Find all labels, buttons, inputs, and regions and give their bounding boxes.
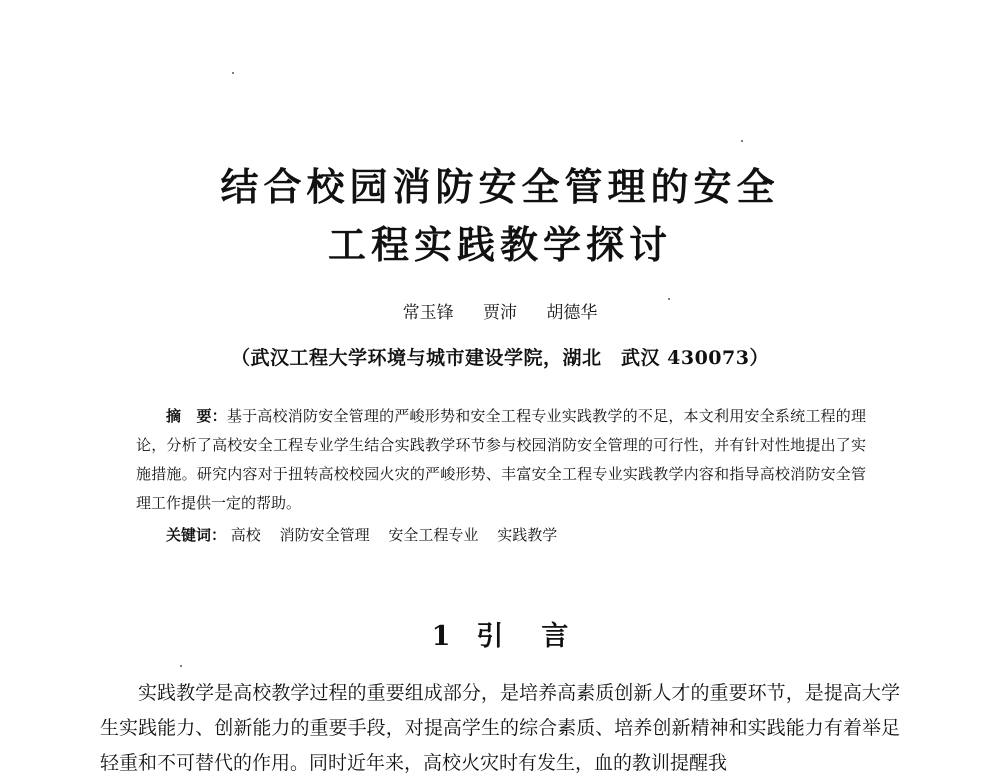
keywords [166, 524, 866, 545]
author-name: 常玉锋 [402, 303, 454, 323]
section-number: 1 [431, 621, 451, 652]
scan-speck [232, 72, 234, 74]
abstract-text: 基于高校消防安全管理的严峻形势和安全工程专业实践教学的不足，本文利用安全系统工程的理论，分析了高校安全工程专业学生结合实践教学环节参与校园消防安全管理的可行性，并有针对性地提出了实施措施。研究内容对于扭转高校校园火灾的严峻形势、丰富安全工程专业实践教学内容和指导高校消防安全管理工作提供一定的帮助。 [136, 407, 866, 512]
affiliation: （武汉工程大学环境与城市建设学院，湖北 武汉 430073） [231, 347, 769, 369]
paper-title-line-2: 工程实践教学探讨 [327, 223, 672, 267]
author-list [0, 298, 1000, 323]
author-name: 胡德华 [546, 303, 598, 323]
abstract-label: 摘 要： [166, 407, 227, 425]
author-name: 贾沛 [483, 303, 517, 323]
keyword: 高校 [230, 526, 261, 544]
scan-speck [180, 665, 182, 667]
section-heading [0, 614, 1000, 653]
body-paragraph: 实践教学是高校教学过程的重要组成部分，是培养高素质创新人才的重要环节，是提高大学生实践能力、创新能力的重要手段，对提高学生的综合素质、培养创新精神和实践能力有着举足轻重和不可替代的作用。同时近年来，高校火灾时有发生，血的教训提醒我 [100, 682, 900, 774]
keyword: 实践教学 [497, 526, 558, 544]
paper-title-line-1: 结合校园消防安全管理的安全 [220, 165, 780, 209]
keyword: 安全工程专业 [388, 526, 479, 544]
abstract [136, 402, 866, 518]
scan-speck [741, 140, 743, 142]
keyword: 消防安全管理 [279, 526, 370, 544]
keywords-label: 关键词： [166, 526, 227, 544]
section-title: 引言 [476, 621, 607, 652]
